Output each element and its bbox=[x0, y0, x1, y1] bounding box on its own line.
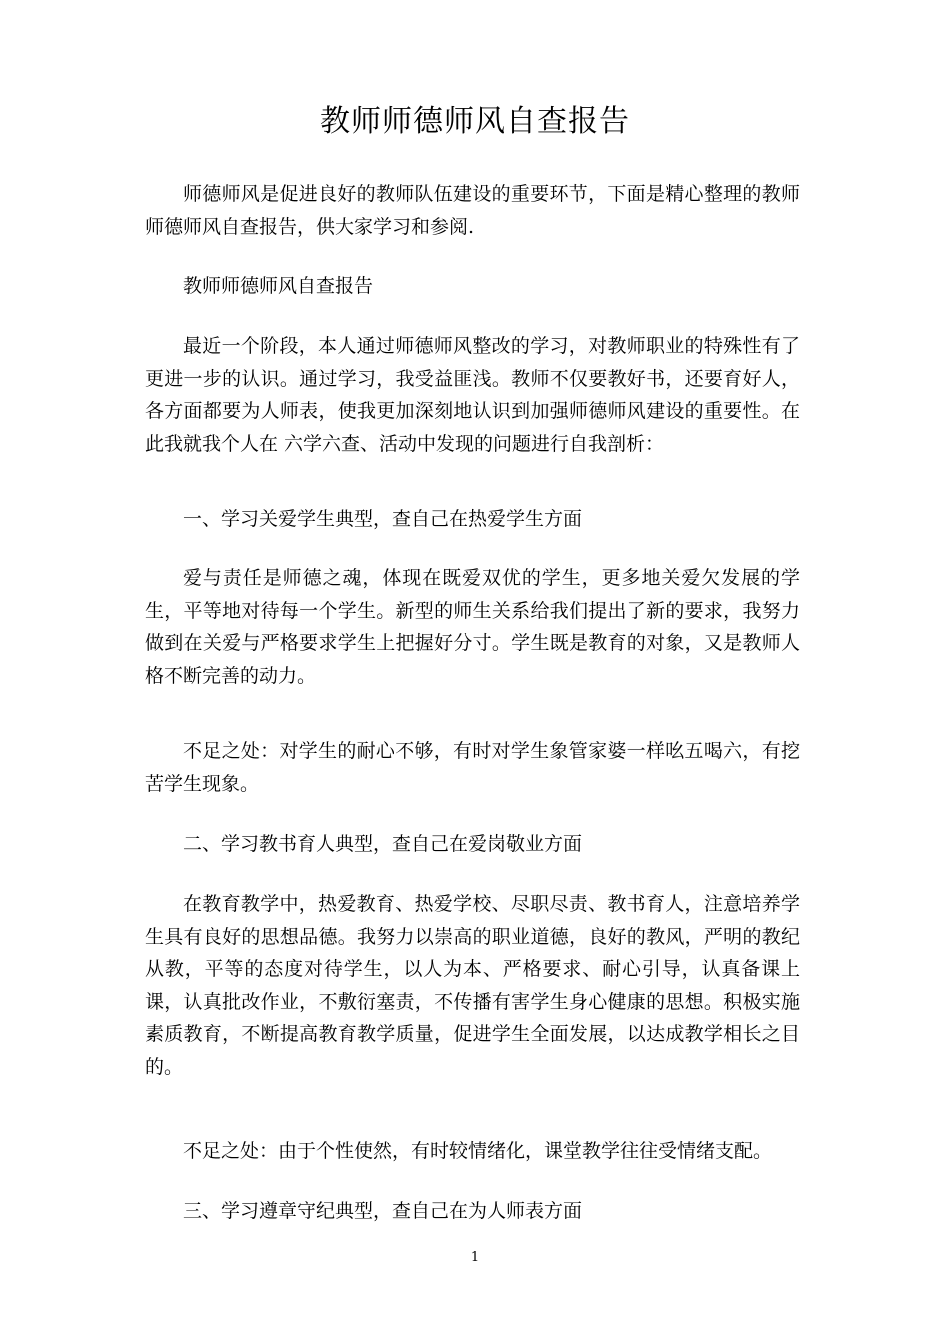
shortcoming-paragraph: 不足之处：由于个性使然，有时较情绪化，课堂教学往往受情绪支配。 bbox=[183, 1140, 773, 1162]
body-paragraph: 爱与责任是师德之魂，体现在既爱双优的学生，更多地关爱欠发展的学生，平等地对待每一个学生。新型的师生关系给我们提出了新的要求，我努力做到在关爱与严格要求学生上把握好分寸。学生既是教育的对象，又是教师人格不断完善的动力。 bbox=[145, 567, 800, 687]
body-paragraph: 在教育教学中，热爱教育、热爱学校、尽职尽责、教书育人，注意培养学生具有良好的思想品德。我努力以崇高的职业道德，良好的教风，严明的教纪从教，平等的态度对待学生，以人为本、严格要求、耐心引导，认真备课上课，认真批改作业，不敷衍塞责，不传播有害学生身心健康的思想。积极实施素质教育，不断提高教育教学质量，促进学生全面发展，以达成教学相长之目的。 bbox=[145, 893, 800, 1078]
intro-paragraph: 师德师风是促进良好的教师队伍建设的重要环节，下面是精心整理的教师师德师风自查报告，供大家学习和参阅. bbox=[145, 183, 800, 238]
section-heading-2: 二、学习教书育人典型，查自己在爱岗敬业方面 bbox=[183, 833, 583, 855]
page-number: 1 bbox=[470, 1250, 480, 1265]
body-paragraph: 最近一个阶段，本人通过师德师风整改的学习，对教师职业的特殊性有了更进一步的认识。通过学习，我受益匪浅。教师不仅要教好书，还要育好人，各方面都要为人师表，使我更加深刻地认识到加强师德师风建设的重要性。在此我就我个人在 六学六查、活动中发现的问题进行自我剖析： bbox=[145, 335, 800, 455]
section-heading-3: 三、学习遵章守纪典型，查自己在为人师表方面 bbox=[183, 1200, 583, 1222]
subtitle-paragraph: 教师师德师风自查报告 bbox=[183, 275, 374, 297]
document-title: 教师师德师风自查报告 bbox=[320, 104, 630, 139]
shortcoming-paragraph: 不足之处：对学生的耐心不够，有时对学生象管家婆一样吆五喝六，有挖苦学生现象。 bbox=[145, 740, 800, 795]
section-heading-1: 一、学习关爱学生典型，查自己在热爱学生方面 bbox=[183, 508, 583, 530]
